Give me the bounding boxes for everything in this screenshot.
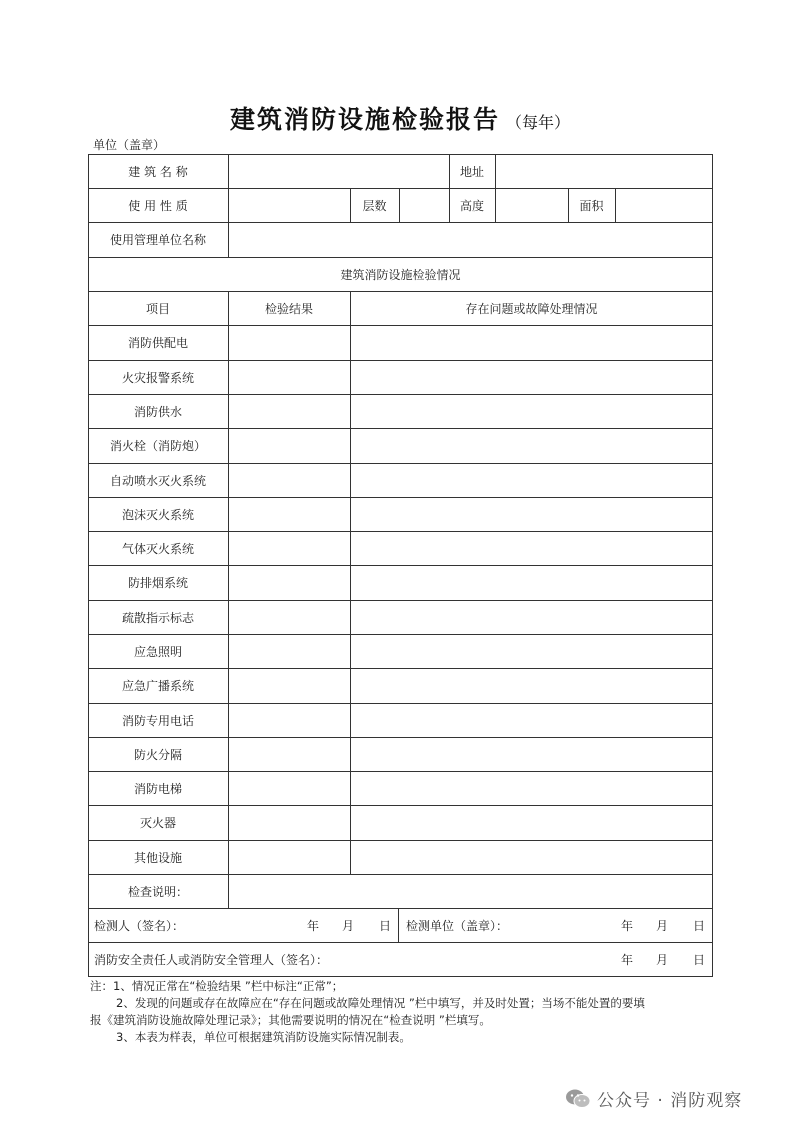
grid-line	[495, 154, 496, 222]
grid-line	[228, 154, 229, 257]
grid-line	[88, 976, 713, 977]
address-label: 地址	[459, 164, 484, 179]
height-label: 高度	[459, 198, 484, 213]
column-header-result: 检验结果	[264, 301, 313, 316]
item-label: 气体灭火系统	[121, 541, 194, 556]
item-label: 消防专用电话	[121, 713, 194, 728]
grid-line	[398, 908, 399, 942]
item-label: 泡沫灭火系统	[121, 507, 194, 522]
item-label: 消防供水	[133, 404, 182, 419]
report-form	[88, 154, 713, 976]
floors-label: 层数	[362, 198, 387, 213]
watermark	[565, 1086, 742, 1111]
note-line: 报《建筑消防设施故障处理记录》；其他需要说明的情况在“检查说明 ”栏填写。	[90, 1013, 491, 1027]
grid-line	[228, 291, 229, 908]
area-label: 面积	[579, 198, 604, 213]
manager-label: 使用管理单位名称	[109, 233, 206, 247]
item-label: 其他设施	[133, 850, 182, 865]
item-label: 应急广播系统	[121, 679, 194, 693]
title-subtitle: （每年）	[506, 113, 571, 132]
wechat-icon	[565, 1088, 591, 1110]
item-label: 消防供配电	[127, 336, 188, 350]
grid-line	[350, 291, 351, 874]
day-label: 日	[692, 952, 705, 967]
month-label: 月	[655, 918, 668, 933]
item-label: 灭火器	[139, 816, 176, 830]
grid-line	[399, 188, 400, 222]
year-label: 年	[620, 952, 633, 967]
inspection-note-label: 检查说明：	[127, 884, 188, 899]
day-label: 日	[378, 918, 391, 933]
notes	[90, 978, 730, 1046]
month-label: 月	[341, 918, 354, 933]
title-main: 建筑消防设施检验报告	[229, 105, 500, 134]
year-label: 年	[306, 918, 319, 933]
building-name-label: 建 筑 名 称	[128, 164, 188, 179]
month-label: 月	[655, 952, 668, 967]
watermark-text: 公众号 · 消防观察	[597, 1091, 743, 1111]
document-title	[0, 100, 800, 136]
grid-line	[615, 188, 616, 222]
note-line: 2、发现的问题或存在故障应在“存在问题或故障处理情况 ”栏中填写，并及时处置；当场不能处置的要填	[116, 996, 645, 1010]
item-label: 应急照明	[133, 644, 182, 659]
column-header-issues: 存在问题或故障处理情况	[465, 301, 598, 316]
use-nature-label: 使 用 性 质	[128, 198, 188, 213]
item-label: 火灾报警系统	[121, 370, 194, 385]
item-label: 自动喷水灭火系统	[109, 473, 206, 488]
year-label: 年	[620, 918, 633, 933]
section-heading: 建筑消防设施检验情况	[340, 267, 461, 282]
inspector-signature-label: 检测人（签名）：	[94, 918, 185, 933]
inspector-unit-label: 检测单位（盖章）：	[406, 918, 509, 933]
item-label: 消火栓（消防炮）	[109, 439, 206, 453]
item-label: 防火分隔	[133, 747, 182, 762]
column-header-item: 项目	[145, 301, 170, 316]
item-label: 消防电梯	[133, 781, 182, 796]
day-label: 日	[692, 918, 705, 933]
unit-stamp-label: 单位（盖章）	[93, 138, 166, 152]
note-line: 注：1、情况正常在“检验结果 ”栏中标注“正常”；	[90, 979, 344, 993]
responsible-signature-label: 消防安全责任人或消防安全管理人（签名）：	[94, 952, 329, 967]
item-label: 疏散指示标志	[121, 610, 194, 625]
note-line: 3、本表为样表，单位可根据建筑消防设施实际情况制表。	[116, 1030, 411, 1044]
item-label: 防排烟系统	[127, 576, 188, 590]
